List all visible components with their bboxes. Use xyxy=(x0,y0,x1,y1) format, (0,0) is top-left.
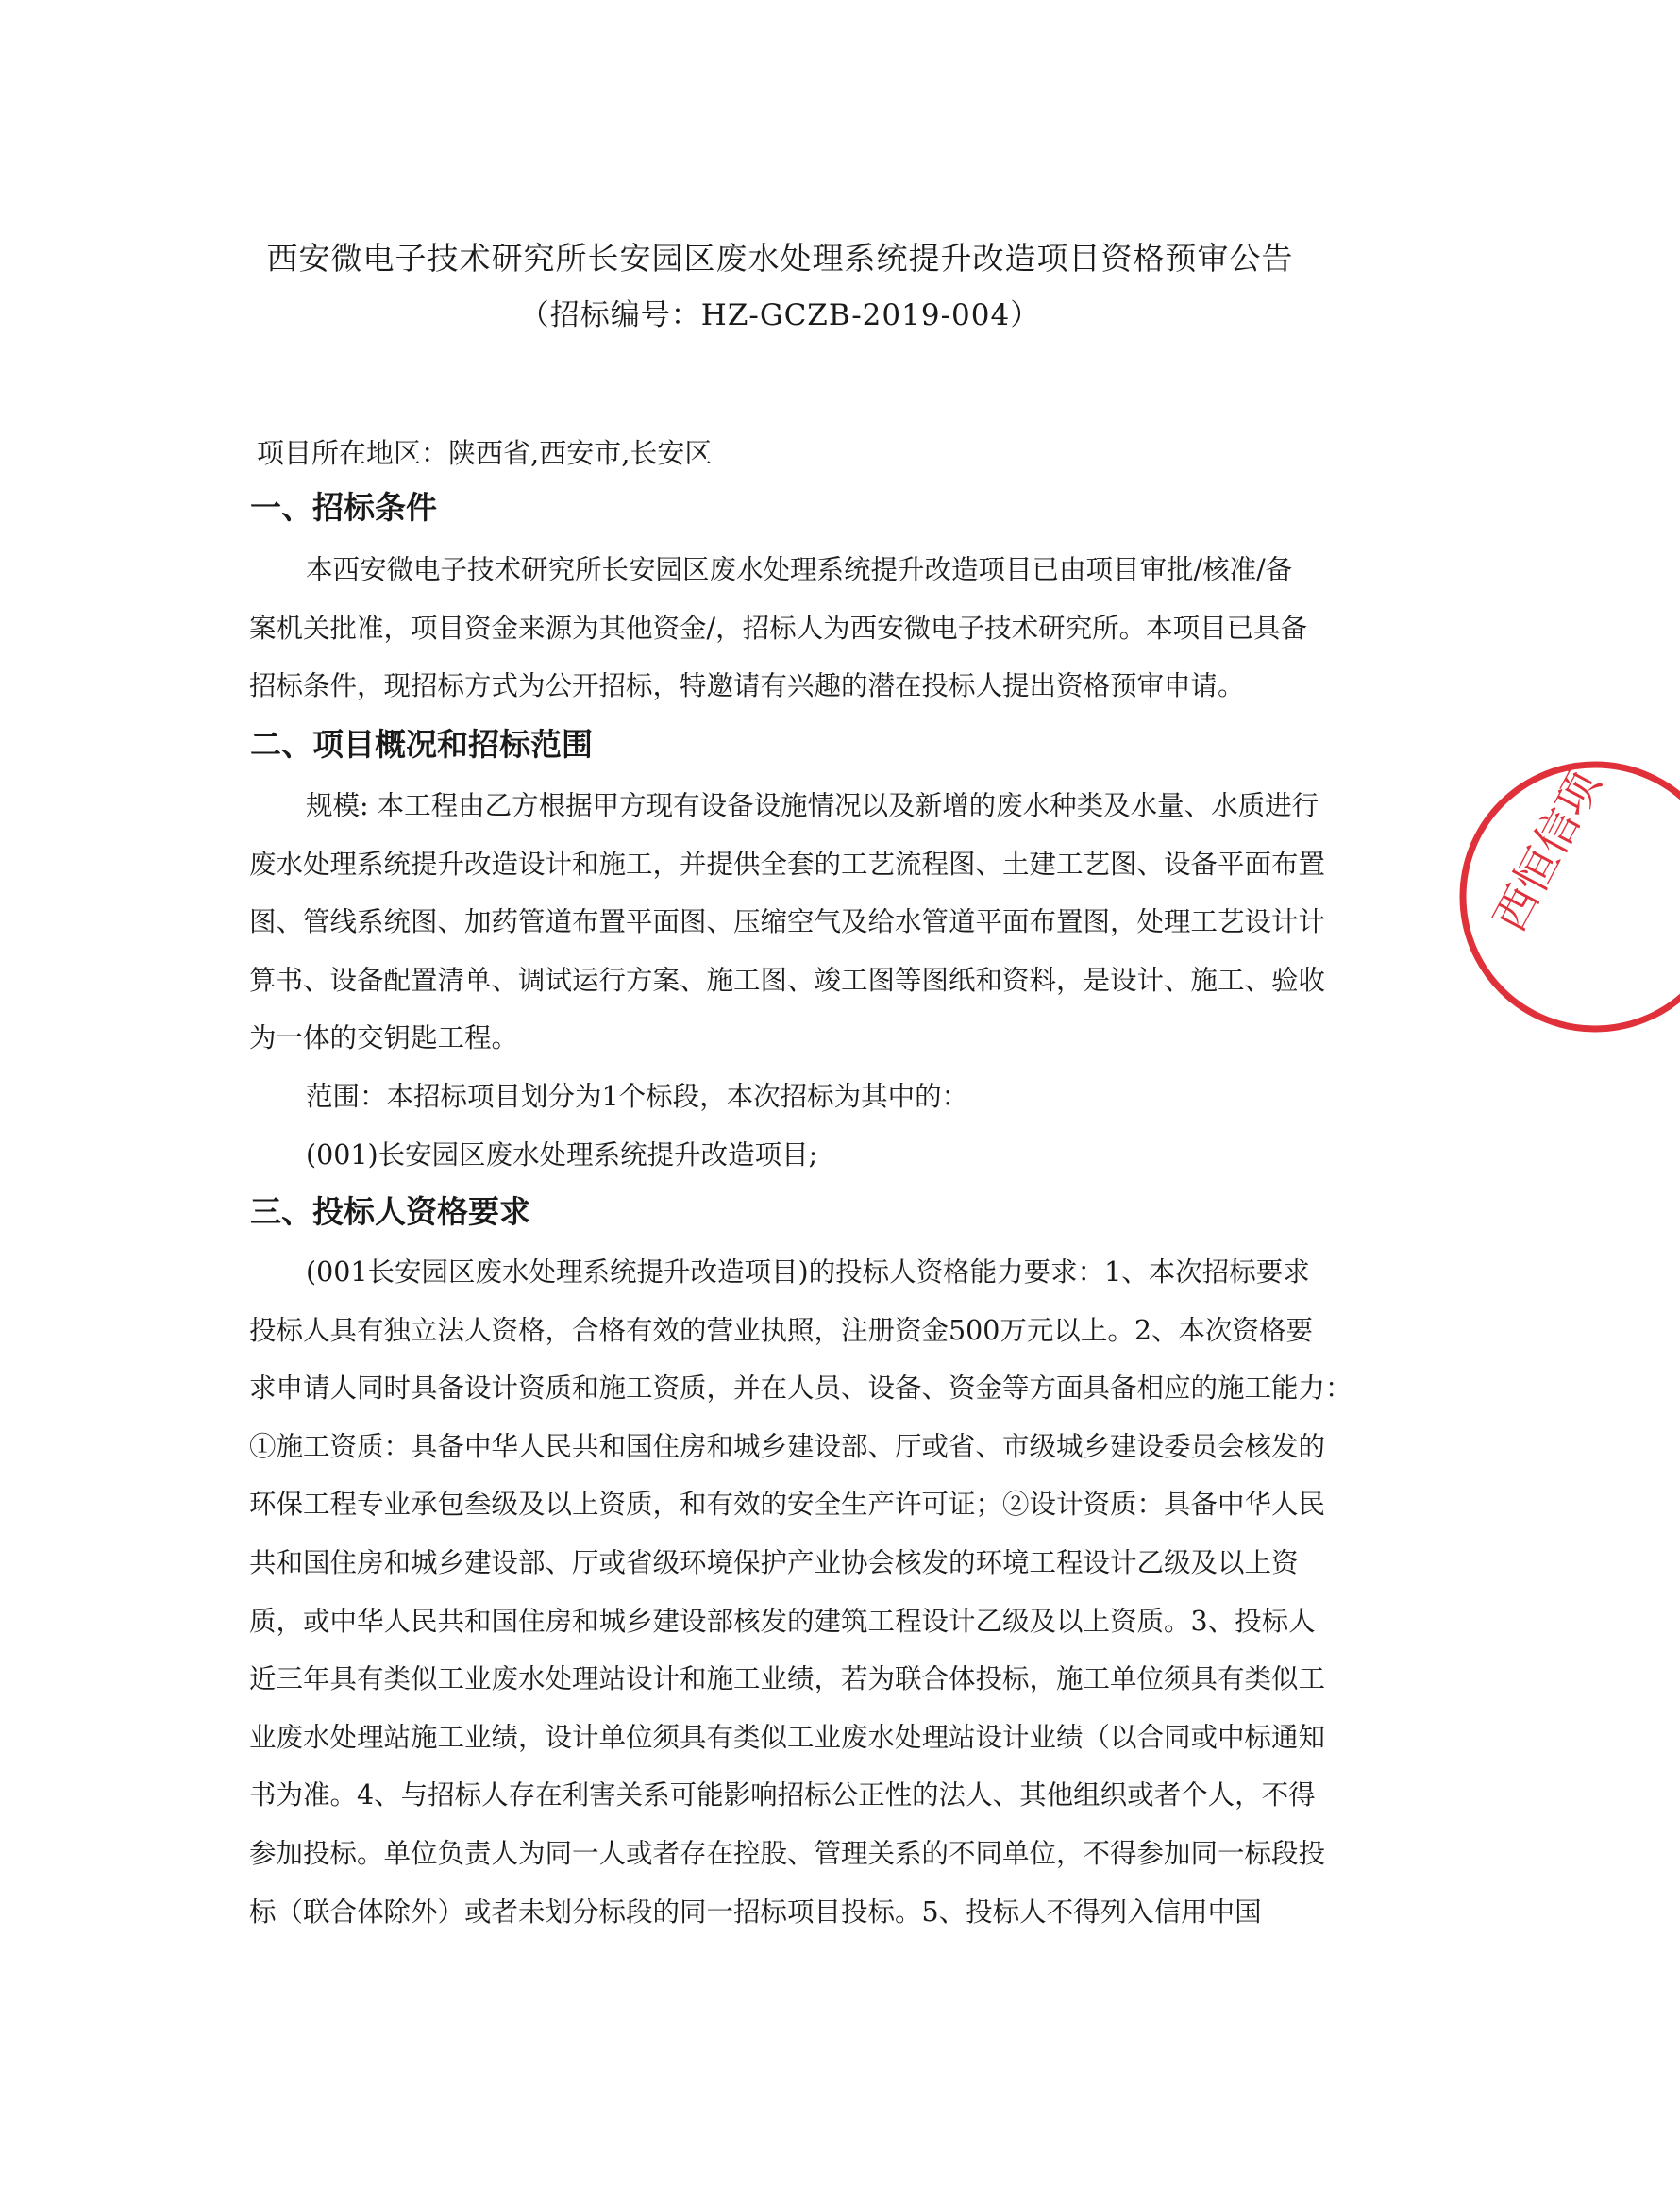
section-body-1 xyxy=(249,541,1306,716)
text-line: 近三年具有类似工业废水处理站设计和施工业绩，若为联合体投标，施工单位须具有类似工 xyxy=(249,1663,1326,1695)
seal-stamp xyxy=(1453,755,1680,1038)
text-line: 质，或中华人民共和国住房和城乡建设部核发的建筑工程设计乙级及以上资质。3、投标人 xyxy=(249,1605,1316,1637)
text-line: 为一体的交钥匙工程。 xyxy=(249,1022,519,1054)
text-line: 规模: 本工程由乙方根据甲方现有设备设施情况以及新增的废水种类及水量、水质进行 xyxy=(306,790,1319,821)
text-line: 标（联合体除外）或者未划分标段的同一招标项目投标。5、投标人不得列入信用中国 xyxy=(249,1895,1262,1928)
text-line: 投标人具有独立法人资格，合格有效的营业执照，注册资金500万元以上。2、本次资格要 xyxy=(249,1314,1314,1346)
section-body-2 xyxy=(249,777,1326,1184)
seal-text: 西恒信项 xyxy=(1484,762,1611,940)
tender-number: （招标编号：HZ-GCZB-2019-004） xyxy=(519,298,1041,332)
section-heading-3: 三、投标人资格要求 xyxy=(250,1193,530,1230)
text-line: 图、管线系统图、加药管道布置平面图、压缩空气及给水管道平面布置图，处理工艺设计计 xyxy=(249,906,1326,938)
text-line: 招标条件，现招标方式为公开招标，特邀请有兴趣的潜在投标人提出资格预审申请。 xyxy=(249,670,1245,702)
text-line: 书为准。4、与招标人存在利害关系可能影响招标公正性的法人、其他组织或者个人，不得 xyxy=(249,1779,1316,1811)
text-line: (001)长安园区废水处理系统提升改造项目; xyxy=(306,1138,818,1171)
text-line: 案机关批准，项目资金来源为其他资金/，招标人为西安微电子技术研究所。本项目已具备 xyxy=(249,612,1308,644)
text-line: 本西安微电子技术研究所长安园区废水处理系统提升改造项目已由项目审批/核准/备 xyxy=(306,554,1293,585)
section-heading-2: 二、项目概况和招标范围 xyxy=(250,726,593,763)
text-line: (001长安园区废水处理系统提升改造项目)的投标人资格能力要求：1、本次招标要求 xyxy=(306,1256,1310,1288)
text-line: 环保工程专业承包叁级及以上资质，和有效的安全生产许可证；②设计资质：具备中华人民 xyxy=(249,1489,1326,1521)
section-body-3 xyxy=(249,1243,1352,1941)
text-line: 参加投标。单位负责人为同一人或者存在控股、管理关系的不同单位，不得参加同一标段投 xyxy=(249,1837,1326,1869)
section-heading-1: 一、招标条件 xyxy=(250,489,437,526)
text-line: 范围：本招标项目划分为1个标段，本次招标为其中的： xyxy=(306,1080,969,1112)
text-line: 共和国住房和城乡建设部、厅或省级环境保护产业协会核发的环境工程设计乙级及以上资 xyxy=(249,1546,1299,1578)
text-line: 业废水处理站施工业绩，设计单位须具有类似工业废水处理站设计业绩（以合同或中标通知 xyxy=(249,1721,1326,1753)
text-line: 废水处理系统提升改造设计和施工，并提供全套的工艺流程图、土建工艺图、设备平面布置 xyxy=(249,848,1326,880)
document-title: 西安微电子技术研究所长安园区废水处理系统提升改造项目资格预审公告 xyxy=(266,240,1294,277)
text-line: ①施工资质：具备中华人民共和国住房和城乡建设部、厅或省、市级城乡建设委员会核发的 xyxy=(249,1430,1326,1462)
text-line: 求申请人同时具备设计资质和施工资质，并在人员、设备、资金等方面具备相应的施工能力： xyxy=(249,1373,1352,1405)
project-location: 项目所在地区：陕西省,西安市,长安区 xyxy=(257,437,713,469)
text-line: 算书、设备配置清单、调试运行方案、施工图、竣工图等图纸和资料，是设计、施工、验收 xyxy=(249,964,1326,996)
